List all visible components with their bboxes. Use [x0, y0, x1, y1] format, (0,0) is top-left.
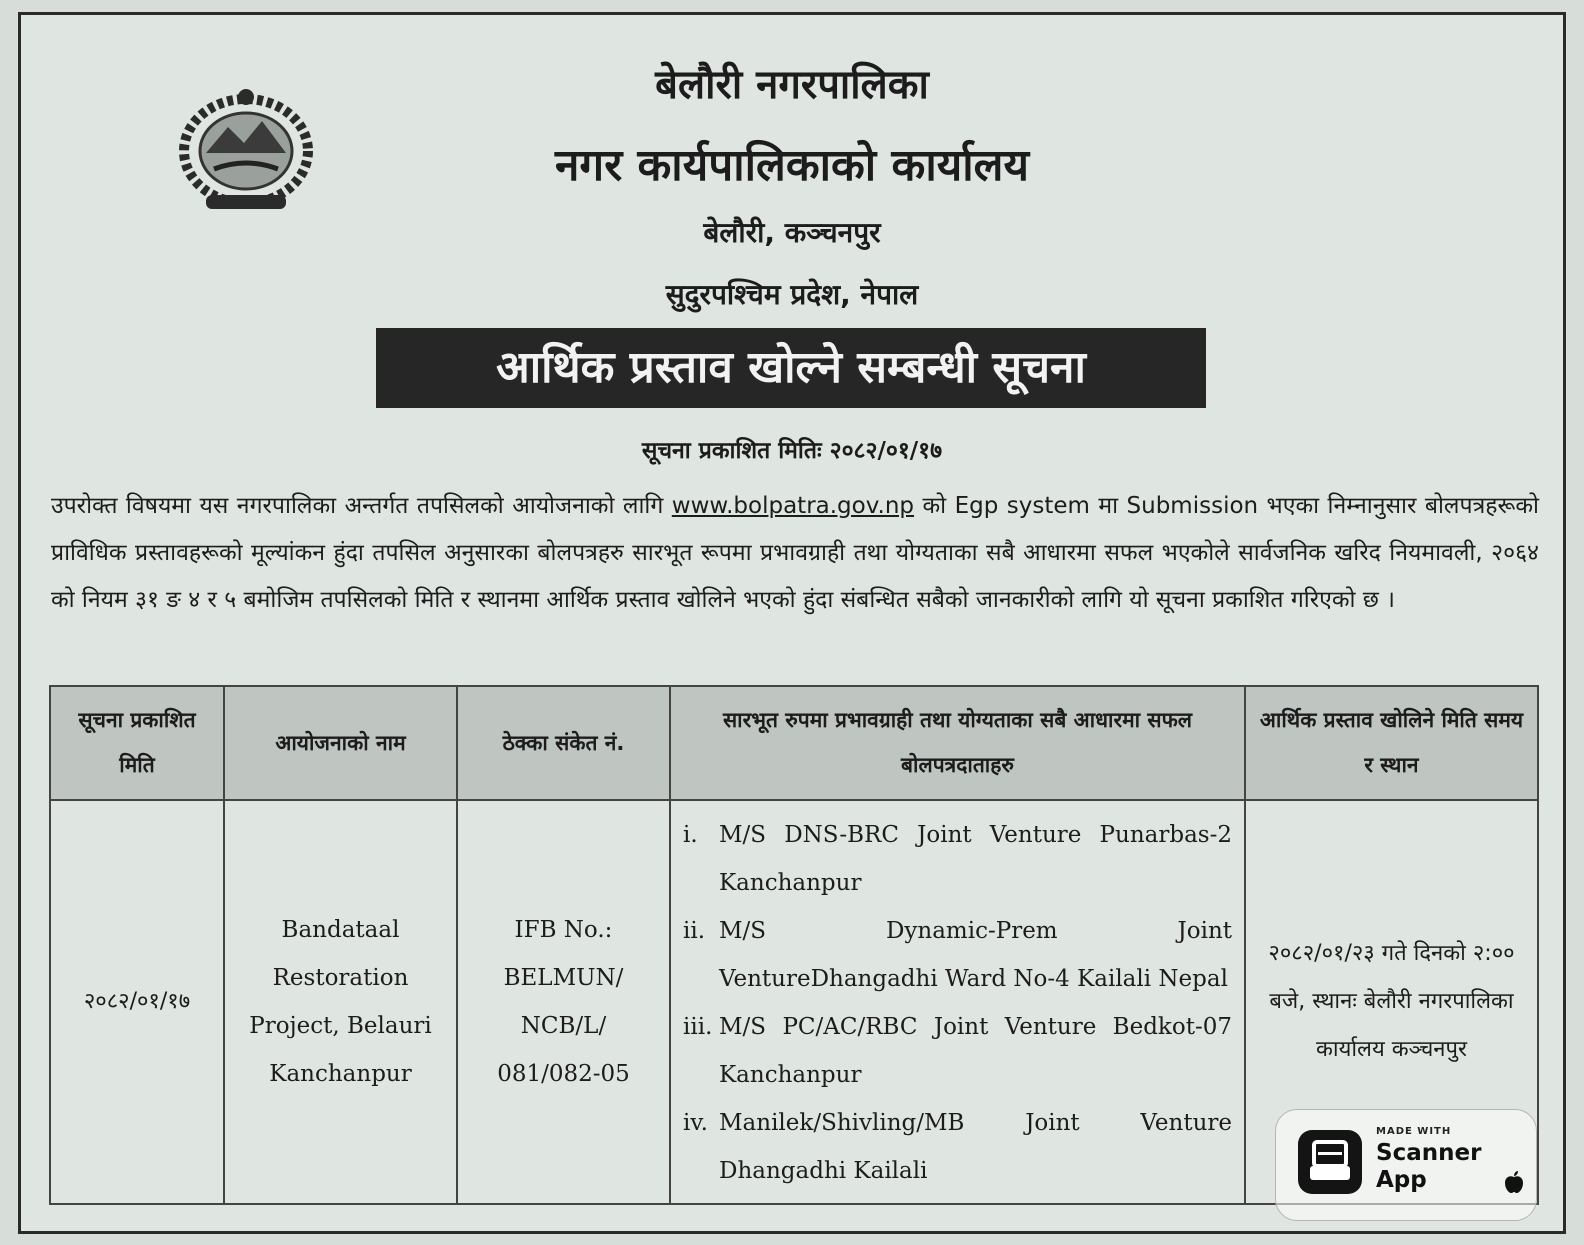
apple-logo-icon — [1504, 1170, 1524, 1198]
row-contract-number: IFB No.: BELMUN/ NCB/L/ 081/082-05 — [457, 800, 670, 1204]
bidder-number: iii. — [683, 1014, 713, 1040]
table-header-row — [50, 686, 1538, 800]
bidder-name: M/S DNS-BRC Joint Venture Punarbas-2 Kanchanpur — [719, 822, 1232, 896]
paragraph-part-2: को Egp system मा Submission भएका निम्नानुसार बोलपत्रहरूको प्राविधिक प्रस्तावहरूको मूल्यांकन हुंदा तपसिल अनुसारका बोलपत्रहरु सारभूत रूपमा प्रभावग्राही तथा योग्यताका सबै आधारमा सफल भएकोले सार्वजनिक खरिद नियमावली, २०६४ को नियम ३१ ङ ४ र ५ बमोजिम तपसिलको मिति र स्थानमा आर्थिक प्रस्ताव खोलिने भएको हुंदा संबन्धित सबैको जानकारीको लागि यो सूचना प्रकाशित गरिएको छ । — [51, 493, 1539, 613]
header-successful-bidders: सारभूत रुपमा प्रभावग्राही तथा योग्यताका सबै आधारमा सफल बोलपत्रदाताहरु — [670, 686, 1245, 800]
header-publish-date: सूचना प्रकाशित मिति — [50, 686, 224, 800]
municipality-name: बेलौरी नगरपालिका — [655, 62, 929, 108]
notice-paragraph — [51, 483, 1539, 624]
bidder-name: M/S Dynamic-Prem Joint VentureDhangadhi Ward No-4 Kailali Nepal — [719, 918, 1232, 992]
scanner-app-watermark — [1275, 1109, 1537, 1221]
office-name: नगर कार्यपालिकाको कार्यालय — [555, 140, 1029, 191]
list-item — [683, 907, 1232, 1003]
list-item — [683, 1003, 1232, 1099]
made-with-label: MADE WITH — [1376, 1126, 1452, 1137]
bidder-name: Manilek/Shivling/MB Joint Venture Dhangadhi Kailali — [719, 1110, 1232, 1184]
header-project-name: आयोजनाको नाम — [224, 686, 457, 800]
bidders-list — [683, 811, 1232, 1195]
bidder-number: i. — [683, 822, 698, 848]
header-opening-date-place: आर्थिक प्रस्ताव खोलिने मिति समय र स्थान — [1245, 686, 1538, 800]
row-opening-date-place: २०८२/०१/२३ गते दिनको २:०० बजे, स्थानः बेलौरी नगरपालिका कार्यालय कञ्चनपुर — [1245, 800, 1538, 1204]
row-publish-date: २०८२/०१/१७ — [50, 800, 224, 1204]
notice-title: आर्थिक प्रस्ताव खोल्ने सम्बन्धी सूचना — [376, 328, 1206, 408]
paragraph-part-1: उपरोक्त विषयमा यस नगरपालिका अन्तर्गत तपसिलको आयोजनाको लागि — [51, 493, 672, 519]
list-item — [683, 1099, 1232, 1195]
scanner-app-icon — [1298, 1130, 1362, 1194]
scanner-app-name: Scanner App — [1376, 1140, 1482, 1193]
row-successful-bidders — [670, 800, 1245, 1204]
list-item — [683, 811, 1232, 907]
header-contract-number: ठेक्का संकेत नं. — [457, 686, 670, 800]
bidder-name: M/S PC/AC/RBC Joint Venture Bedkot-07 Kanchanpur — [719, 1014, 1232, 1088]
publish-date: सूचना प्रकाशित मितिः २०८२/०१/१७ — [641, 438, 943, 464]
bidder-number: iv. — [683, 1110, 708, 1136]
office-location: बेलौरी, कञ्चनपुर — [703, 216, 881, 249]
notice-sheet — [18, 12, 1566, 1234]
row-project-name: Bandataal Restoration Project, Belauri Kanchanpur — [224, 800, 457, 1204]
bolpatra-link[interactable]: www.bolpatra.gov.np — [671, 493, 915, 519]
bidder-number: ii. — [683, 918, 706, 944]
province-country: सुदुरपश्चिम प्रदेश, नेपाल — [665, 278, 919, 311]
